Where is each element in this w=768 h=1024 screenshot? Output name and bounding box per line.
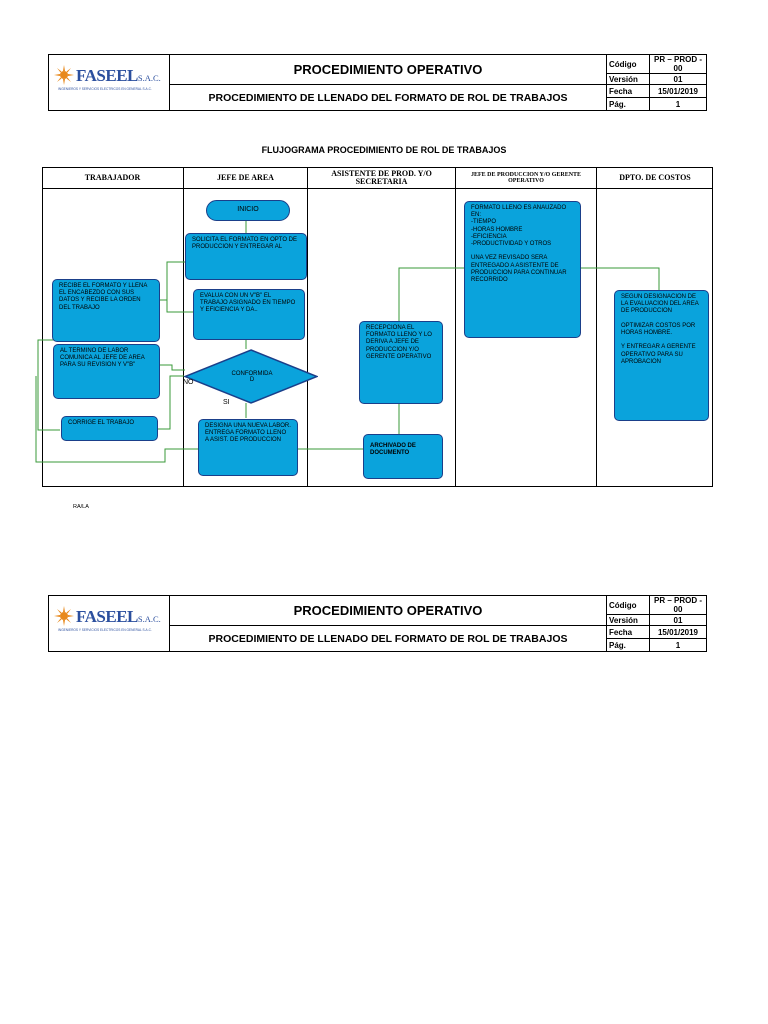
brand-name: FASEELS.A.C. [76,607,161,626]
document-subtitle: PROCEDIMIENTO DE LLENADO DEL FORMATO DE ROL DE TRABAJOS [170,85,607,111]
step-archivado: ARCHIVADO DE DOCUMENTO [363,434,443,479]
field-value: 01 [650,74,707,85]
document-subtitle: PROCEDIMIENTO DE LLENADO DEL FORMATO DE ROL DE TRABAJOS [170,626,607,652]
document-header-page-2 [48,595,707,652]
field-label: Versión [607,615,650,626]
field-value: 1 [650,98,707,111]
step-al-termino: AL TERMINO DE LABOR COMUNICA AL JEFE DE AREA PARA SU REVISION Y V"B" [53,344,160,399]
step-formato-analizado: FORMATO LLENO ES ANAUZADO EN: -TIEMPO -HORAS HOMBRE -EFICIENCIA -PRODUCTIVIDAD Y OTROS UNA VEZ REVISADO SERA ENTREGADO A ASISTENTE DE PRODUCCION PARA CONTINUAR RECORRIDO [464,201,581,338]
sun-logo-icon [54,65,74,85]
step-corrige: CORRIGE EL TRABAJO [61,416,158,441]
decision-no-label: NO [183,379,194,386]
field-value: 1 [650,639,707,652]
decision-label: CONFORMIDA D [231,371,273,383]
step-costos: SEGUN DESIGNACION DE LA EVALUACION DEL AREA DE PRODUCCION OPTIMIZAR COSTOS POR HORAS HOMBRE. Y ENTREGAR A GERENTE OPERATIVO PARA SU APROBACION [614,290,709,421]
field-label: Versión [607,74,650,85]
lane-divider [183,167,184,487]
lane-divider [455,167,456,487]
field-value: 15/01/2019 [650,85,707,98]
lane-header-jefe-produccion: JEFE DE PRODUCCION Y/O GERENTE OPERATIVO [470,172,582,184]
brand-tagline: INGENIEROS Y SERVICIOS ELECTRICOS EN GENERAL S.A.C. [58,628,152,632]
field-value: PR – PROD - 00 [650,596,707,615]
lane-header-jefe-area: JEFE DE AREA [217,173,274,182]
step-recibe-formato: RECIBE EL FORMATO Y LLENA EL ENCABEZDO CON SUS DATOS Y RECIBE LA ORDEN DEL TRABAJO [52,279,160,342]
brand-name: FASEELS.A.C. [76,66,161,85]
company-logo [49,55,170,111]
sun-logo-icon [54,606,74,626]
lane-header-asistente: ASISTENTE DE PROD. Y/O SECRETARIA [331,169,432,186]
lane-header-trabajador: TRABAJADOR [84,173,141,182]
field-label: Pág. [607,98,650,111]
brand-tagline: INGENIEROS Y SERVICIOS ELECTRICOS EN GENERAL S.A.C. [58,87,152,91]
field-label: Fecha [607,626,650,639]
decision-si-label: SI [223,399,230,406]
step-solicita-formato: SOLICITA EL FORMATO EN OPTO DE PRODUCCION Y ENTREGAR AL [185,233,307,280]
lane-header-divider [42,188,713,189]
start-terminal: INICIO [206,200,290,221]
document-title: PROCEDIMIENTO OPERATIVO [170,596,607,626]
lane-header-costos: DPTO. DE COSTOS [619,173,691,182]
field-value: 01 [650,615,707,626]
step-designa: DESIGNA UNA NUEVA LABOR. ENTREGA FORMATO LLENO A ASIST. DE PRODUCCION [198,419,298,476]
step-evalua: EVALUA CON UN V"B" EL TRABAJO ASIGNADO EN TIEMPO Y EFICIENCIA Y DA.. [193,289,305,340]
lane-divider [307,167,308,487]
field-label: Código [607,596,650,615]
field-value: 15/01/2019 [650,626,707,639]
company-logo [49,596,170,652]
document-title: PROCEDIMIENTO OPERATIVO [170,55,607,85]
field-label: Pág. [607,639,650,652]
step-recepciona: RECEPCIONA EL FORMATO LLENO Y LO DERIVA A JEFE DE PRODUCCION Y/O GERENTE OPERATIVO [359,321,443,404]
field-label: Fecha [607,85,650,98]
document-header [48,54,707,111]
flowchart-title: FLUJOGRAMA PROCEDIMIENTO DE ROL DE TRABAJOS [261,145,507,155]
lane-divider [596,167,597,487]
footnote: RA/LA [73,504,89,510]
field-value: PR – PROD - 00 [650,55,707,74]
field-label: Código [607,55,650,74]
